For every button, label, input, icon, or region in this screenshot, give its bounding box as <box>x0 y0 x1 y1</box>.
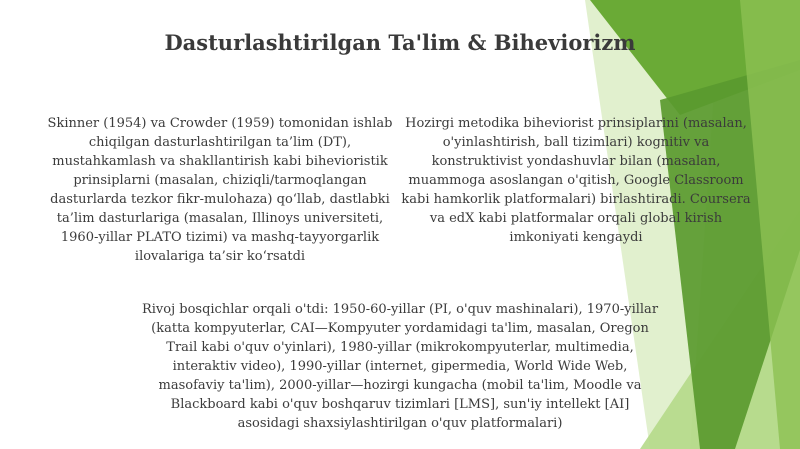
left-paragraph: Skinner (1954) va Crowder (1959) tomonidan ishlab chiqilgan dasturlashtirilgan ta’lim (DT), mustahkamlash va shakllantirish kabi bihevioristik prinsiplarni (masalan, chiziqli/tarmoqlangan dasturlarda tezkor fikr-mulohaza) qo‘llab, dastlabki ta’lim dasturlariga (masalan, Illinoys universiteti, 1960-yillar PLATO tizimi) va mashq-tayyorgarlik ilovalariga ta’sir ko‘rsatdi <box>47 116 393 264</box>
bottom-paragraph: Rivoj bosqichlar orqali o'tdi: 1950-60-yillar (PI, o'quv mashinalari), 1970-yillar (katta kompyuterlar, CAI—Kompyuter yordamidagi ta'lim, masalan, Oregon Trail kabi o'quv o'yinlari), 1980-yillar (mikrokompyuterlar, multimedia, interaktiv video), 1990-yillar (internet, gipermedia, World Wide Web, masofaviy ta'lim), 2000-yillar—hozirgi kungacha (mobil ta'lim, Moodle va Blackboard kabi o'quv boshqaruv tizimlari [LMS], sun'iy intellekt [AI] asosidagi shaxsiylashtirilgan o'quv platformalari) <box>141 302 659 431</box>
right-paragraph: Hozirgi metodika biheviorist prinsiplarini (masalan, o'yinlashtirish, ball tizimlari) kognitiv va konstruktivist yondashuvlar bilan (masalan, muammoga asoslangan o'qitish, Google Classroom kabi hamkorlik platformalari) birlashtiradi. Coursera va edX kabi platformalar orqali global kirish imkoniyati kengaydi <box>401 116 751 245</box>
slide-title: Dasturlashtirilgan Ta'lim & Biheviorizm <box>164 30 636 55</box>
